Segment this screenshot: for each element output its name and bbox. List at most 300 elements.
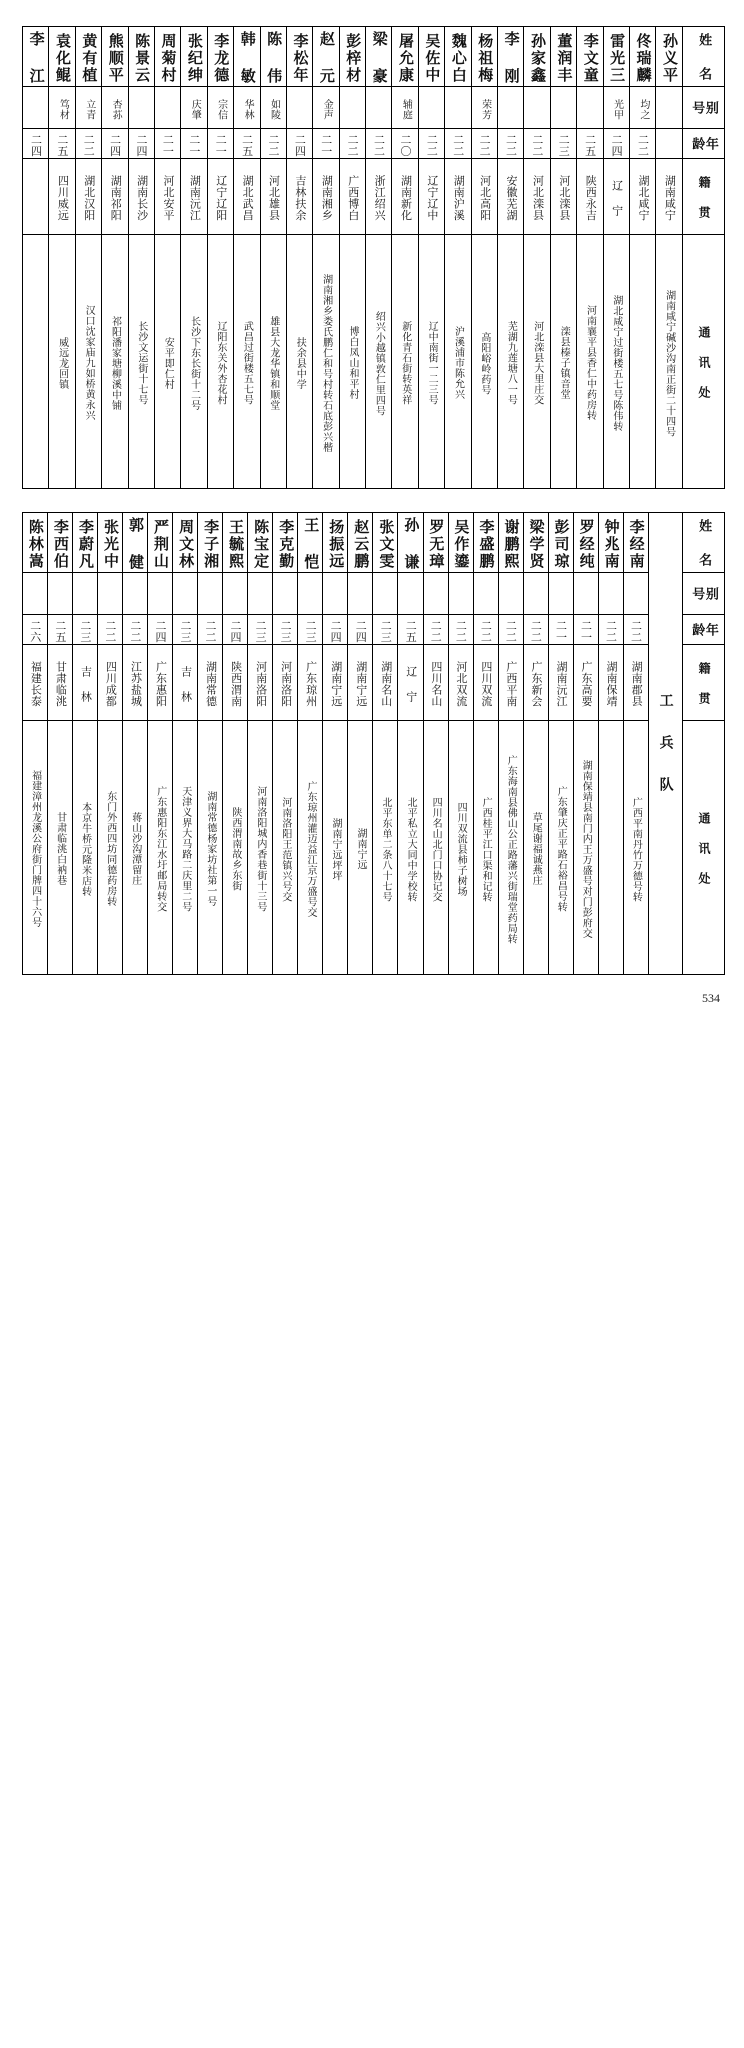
cell-age xyxy=(148,615,173,645)
cell-alias-text: 立青 xyxy=(83,98,95,120)
cell-name-text: 钟兆南 xyxy=(602,518,621,570)
cell-native-text: 河北雄县 xyxy=(267,175,281,221)
cell-name-text: 梁学贤 xyxy=(527,518,546,570)
cell-native-text: 河北滦县 xyxy=(531,175,545,221)
cell-address-text: 河北滦县大里庄交 xyxy=(531,321,543,405)
cell-alias xyxy=(550,87,576,129)
cell-age-text: 二二 xyxy=(636,133,650,157)
cell-name xyxy=(524,27,550,87)
cell-name-text: 李松年 xyxy=(291,32,310,84)
cell-age-text: 二一 xyxy=(214,133,228,157)
header-age-text: 年 龄 xyxy=(689,623,718,639)
cell-native xyxy=(48,645,73,721)
cell-address xyxy=(234,235,260,489)
cell-address xyxy=(623,721,648,975)
cell-age-text: 二二 xyxy=(82,133,96,157)
cell-age xyxy=(223,615,248,645)
cell-native-text: 河北滦县 xyxy=(557,175,571,221)
cell-name-text: 吴作鎏 xyxy=(452,518,471,570)
cell-address xyxy=(629,235,655,489)
cell-name xyxy=(260,27,286,87)
cell-address xyxy=(323,721,348,975)
cell-name xyxy=(498,513,523,573)
cell-age-text: 二三 xyxy=(178,619,192,643)
cell-name-text: 袁化鲲 xyxy=(53,32,72,84)
row-native xyxy=(23,645,725,721)
cell-age-text: 二二 xyxy=(425,133,439,157)
cell-age-text: 二一 xyxy=(579,619,593,643)
cell-alias xyxy=(323,573,348,615)
cell-address-text: 长沙文运街十七号 xyxy=(135,321,147,405)
cell-native-text: 四川威远 xyxy=(56,175,70,221)
cell-age xyxy=(207,129,233,159)
cell-age-text: 二二 xyxy=(478,133,492,157)
cell-address xyxy=(498,721,523,975)
cell-alias xyxy=(573,573,598,615)
cell-native xyxy=(154,159,180,235)
row-age xyxy=(23,129,725,159)
cell-address-text: 北平私立大同中学校转 xyxy=(405,796,417,902)
cell-alias xyxy=(234,87,260,129)
cell-name xyxy=(523,513,548,573)
cell-name-text: 谢鹏熙 xyxy=(502,518,521,570)
cell-name xyxy=(339,27,365,87)
cell-alias xyxy=(23,87,49,129)
cell-address-text: 湖南常德杨家坊社第一号 xyxy=(204,791,216,907)
header-alias xyxy=(682,87,724,129)
cell-age xyxy=(98,615,123,645)
cell-name xyxy=(445,27,471,87)
roster-grid xyxy=(22,26,725,489)
cell-alias xyxy=(366,87,392,129)
cell-age-text: 二〇 xyxy=(398,133,412,157)
cell-name-text: 屠允康 xyxy=(397,32,416,84)
cell-native xyxy=(207,159,233,235)
cell-age-text: 二一 xyxy=(319,133,333,157)
cell-name xyxy=(98,513,123,573)
cell-native-text: 吉 林 xyxy=(79,665,93,703)
cell-name-text: 陈景云 xyxy=(133,32,152,84)
cell-name-text: 彭梓材 xyxy=(344,32,363,84)
row-native xyxy=(23,159,725,235)
cell-address-text: 威远龙回镇 xyxy=(56,336,68,390)
cell-native-text: 福建长泰 xyxy=(29,661,43,707)
cell-alias xyxy=(75,87,101,129)
cell-alias-text: 如陵 xyxy=(268,98,280,120)
cell-alias-text: 笃材 xyxy=(57,98,69,120)
cell-alias xyxy=(498,87,524,129)
cell-name xyxy=(629,27,655,87)
cell-native xyxy=(623,645,648,721)
cell-age xyxy=(548,615,573,645)
cell-address-text: 武昌过街楼五七号 xyxy=(241,321,253,405)
cell-age xyxy=(577,129,603,159)
cell-alias xyxy=(223,573,248,615)
cell-native-text: 湖南名山 xyxy=(379,661,393,707)
cell-age-text: 二四 xyxy=(153,619,167,643)
cell-alias xyxy=(603,87,629,129)
cell-native xyxy=(548,645,573,721)
cell-native-text: 湖南保靖 xyxy=(605,661,619,707)
cell-age xyxy=(339,129,365,159)
cell-address xyxy=(49,235,75,489)
cell-native xyxy=(339,159,365,235)
cell-native xyxy=(173,645,198,721)
cell-age-text: 二四 xyxy=(135,133,149,157)
cell-address xyxy=(273,721,298,975)
cell-address xyxy=(418,235,444,489)
cell-address-text: 河南襄平县香仁中药房转 xyxy=(584,305,596,421)
cell-address xyxy=(348,721,373,975)
cell-age xyxy=(473,615,498,645)
cell-native xyxy=(473,645,498,721)
cell-age-text: 二四 xyxy=(108,133,122,157)
cell-age-text: 二三 xyxy=(304,619,318,643)
cell-age-text: 二二 xyxy=(504,619,518,643)
cell-age-text: 二六 xyxy=(28,619,42,643)
cell-address-text: 雄县大龙华镇和顺堂 xyxy=(267,315,279,411)
cell-age-text: 二二 xyxy=(128,619,142,643)
cell-age xyxy=(73,615,98,645)
cell-address xyxy=(260,235,286,489)
cell-age xyxy=(181,129,207,159)
cell-name-text: 王毓熙 xyxy=(227,518,246,570)
cell-native-text: 湖北咸宁 xyxy=(637,175,650,221)
cell-alias xyxy=(373,573,398,615)
cell-native xyxy=(498,159,524,235)
cell-address-text: 高阳峪岭药号 xyxy=(478,331,490,395)
cell-name-text: 梁 豪 xyxy=(370,31,389,85)
cell-native-text: 湖南湘乡 xyxy=(320,175,334,221)
cell-name xyxy=(148,513,173,573)
cell-native-text: 广东惠阳 xyxy=(154,661,168,707)
cell-address xyxy=(524,235,550,489)
cell-address-text: 新化青石街转英祥 xyxy=(399,321,411,405)
cell-alias xyxy=(102,87,128,129)
cell-age xyxy=(173,615,198,645)
cell-name-text: 张光中 xyxy=(101,518,120,570)
cell-address xyxy=(573,721,598,975)
cell-address xyxy=(181,235,207,489)
cell-address-text: 广西桂平江口渠和记转 xyxy=(480,796,492,902)
header-name-text: 姓 名 xyxy=(696,33,712,83)
cell-name xyxy=(348,513,373,573)
cell-native-text: 河南洛阳 xyxy=(254,661,268,707)
cell-age xyxy=(524,129,550,159)
header-address xyxy=(682,235,724,489)
cell-address-text: 广东琼州灌迈益江京万盛号交 xyxy=(304,780,316,918)
cell-native-text: 陕西渭南 xyxy=(229,661,243,707)
cell-age xyxy=(398,615,423,645)
cell-name xyxy=(48,513,73,573)
header-alias xyxy=(682,573,724,615)
cell-age xyxy=(348,615,373,645)
cell-name-text: 李龙德 xyxy=(212,32,231,84)
roster-grid xyxy=(22,512,725,975)
cell-address-text: 湖南宁远坪坪 xyxy=(329,817,341,881)
cell-age-text: 二二 xyxy=(346,133,360,157)
header-name xyxy=(682,513,724,573)
cell-age xyxy=(366,129,392,159)
cell-name xyxy=(207,27,233,87)
cell-address xyxy=(398,721,423,975)
cell-name xyxy=(49,27,75,87)
cell-address xyxy=(373,721,398,975)
cell-native-text: 广西平南 xyxy=(504,661,518,707)
cell-age xyxy=(123,615,148,645)
cell-alias xyxy=(248,573,273,615)
cell-alias xyxy=(273,573,298,615)
cell-native-text: 湖南咸宁 xyxy=(663,175,677,221)
cell-native xyxy=(148,645,173,721)
cell-name-text: 李西伯 xyxy=(51,518,70,570)
cell-native-text: 湖南沅江 xyxy=(554,661,568,707)
cell-name xyxy=(223,513,248,573)
cell-native xyxy=(273,645,298,721)
cell-age xyxy=(373,615,398,645)
cell-age xyxy=(392,129,418,159)
cell-native-text: 吉林扶余 xyxy=(293,175,307,221)
cell-age xyxy=(273,615,298,645)
cell-name xyxy=(73,513,98,573)
cell-native xyxy=(366,159,392,235)
cell-name-text: 孙家鑫 xyxy=(528,32,547,84)
cell-name xyxy=(23,27,49,87)
cell-native-text: 浙江绍兴 xyxy=(373,175,387,221)
cell-native xyxy=(102,159,128,235)
cell-alias xyxy=(298,573,323,615)
cell-address-text: 汉口沈家庙九如桥黄永兴 xyxy=(83,305,95,421)
cell-native-text: 湖南长沙 xyxy=(135,175,149,221)
cell-alias xyxy=(423,573,448,615)
cell-address-text: 广东肇庆正平路石裕昌号转 xyxy=(555,786,567,912)
cell-name xyxy=(498,27,524,87)
cell-name-text: 周文林 xyxy=(177,518,196,570)
cell-name-text: 李经南 xyxy=(627,518,646,570)
header-address-text: 通 讯 处 xyxy=(696,326,711,400)
cell-native xyxy=(123,645,148,721)
cell-name xyxy=(128,27,154,87)
cell-age xyxy=(523,615,548,645)
cell-name-text: 罗无璋 xyxy=(427,518,446,570)
cell-name-text: 李克勤 xyxy=(277,518,296,570)
cell-native-text: 河北双流 xyxy=(454,661,468,707)
cell-native xyxy=(181,159,207,235)
cell-address xyxy=(313,235,339,489)
cell-native xyxy=(23,159,49,235)
row-name xyxy=(23,513,725,573)
cell-age xyxy=(23,615,48,645)
cell-age-text: 二三 xyxy=(279,619,293,643)
cell-address-text: 祁阳潘家塘柳溪中铺 xyxy=(109,315,121,411)
cell-age-text: 二二 xyxy=(479,619,493,643)
cell-native xyxy=(524,159,550,235)
cell-name xyxy=(298,513,323,573)
cell-address-text: 辽中南街一二三号 xyxy=(426,321,438,405)
cell-native-text: 广西博白 xyxy=(346,175,360,221)
cell-alias xyxy=(348,573,373,615)
cell-native xyxy=(398,645,423,721)
cell-name xyxy=(473,513,498,573)
cell-address xyxy=(366,235,392,489)
cell-native-text: 湖南常德 xyxy=(204,661,218,707)
cell-native-text: 广东新会 xyxy=(529,661,543,707)
cell-native-text: 江苏盐城 xyxy=(129,661,143,707)
cell-native xyxy=(573,645,598,721)
cell-age-text: 二一 xyxy=(187,133,201,157)
cell-name xyxy=(603,27,629,87)
cell-native-text: 湖南宁远 xyxy=(329,661,343,707)
cell-address xyxy=(448,721,473,975)
cell-native xyxy=(603,159,629,235)
cell-age xyxy=(598,615,623,645)
cell-address-text: 广东海南县佛山公正路藩兴街瑞堂药局转 xyxy=(505,754,517,944)
page-number: 534 xyxy=(702,991,720,1005)
cell-name-text: 李 江 xyxy=(27,31,46,85)
header-native-text: 籍 贯 xyxy=(697,662,712,706)
cell-age xyxy=(471,129,497,159)
cell-native xyxy=(75,159,101,235)
cell-address-text: 湖北咸宁过街楼五七号陈伟转 xyxy=(610,294,622,432)
cell-native xyxy=(471,159,497,235)
cell-native xyxy=(373,645,398,721)
cell-name xyxy=(323,513,348,573)
cell-age xyxy=(418,129,444,159)
cell-age-text: 二二 xyxy=(454,619,468,643)
cell-native xyxy=(423,645,448,721)
cell-alias xyxy=(445,87,471,129)
cell-name-text: 魏心白 xyxy=(449,32,468,84)
cell-age xyxy=(23,129,49,159)
cell-address-text: 四川名山北门口协记交 xyxy=(430,796,442,902)
row-address xyxy=(23,721,725,975)
cell-age xyxy=(550,129,576,159)
cell-address-text: 沪溪浦市陈允兴 xyxy=(452,326,464,400)
cell-native-text: 湖南沅江 xyxy=(188,175,202,221)
cell-alias xyxy=(448,573,473,615)
cell-alias-text: 杏荪 xyxy=(110,98,122,120)
cell-native xyxy=(523,645,548,721)
cell-alias xyxy=(181,87,207,129)
cell-address xyxy=(123,721,148,975)
cell-address xyxy=(73,721,98,975)
cell-native xyxy=(286,159,312,235)
cell-alias xyxy=(207,87,233,129)
cell-native xyxy=(656,159,682,235)
cell-name-text: 孙义平 xyxy=(660,32,679,84)
cell-age xyxy=(102,129,128,159)
cell-alias xyxy=(49,87,75,129)
cell-address-text: 博白凤山和平村 xyxy=(346,326,358,400)
cell-age xyxy=(49,129,75,159)
cell-address-text: 北平东单二条八十七号 xyxy=(380,796,392,902)
cell-age xyxy=(260,129,286,159)
cell-age xyxy=(198,615,223,645)
cell-age xyxy=(298,615,323,645)
cell-alias xyxy=(598,573,623,615)
cell-alias xyxy=(498,573,523,615)
cell-name-text: 王 恺 xyxy=(302,517,321,571)
cell-age xyxy=(656,129,682,159)
cell-name xyxy=(123,513,148,573)
cell-address-text: 河南洛阳王范镇兴号交 xyxy=(279,796,291,902)
cell-address xyxy=(471,235,497,489)
cell-name xyxy=(598,513,623,573)
cell-alias xyxy=(629,87,655,129)
cell-age xyxy=(498,129,524,159)
row-age xyxy=(23,615,725,645)
unit-label-text: 工 兵 队 xyxy=(657,693,674,797)
cell-address-text: 本京牛桥元隆米店转 xyxy=(79,801,91,897)
cell-name-text: 李文童 xyxy=(581,32,600,84)
cell-alias xyxy=(123,573,148,615)
cell-name xyxy=(448,513,473,573)
cell-name xyxy=(418,27,444,87)
header-native xyxy=(682,645,724,721)
cell-address xyxy=(548,721,573,975)
cell-address-text: 扶余县中学 xyxy=(294,336,306,390)
cell-age-text: 二二 xyxy=(451,133,465,157)
cell-address xyxy=(392,235,418,489)
cell-native-text: 河北高阳 xyxy=(478,175,492,221)
cell-alias-text: 金声 xyxy=(321,98,333,120)
cell-address xyxy=(128,235,154,489)
cell-age xyxy=(498,615,523,645)
cell-age-text: 二五 xyxy=(240,133,254,157)
cell-age xyxy=(154,129,180,159)
cell-native-text: 陕西永吉 xyxy=(584,175,598,221)
cell-address xyxy=(154,235,180,489)
cell-age-text: 二一 xyxy=(554,619,568,643)
cell-name-text: 李 刚 xyxy=(502,31,521,85)
cell-native-text: 湖北武昌 xyxy=(241,175,255,221)
cell-native xyxy=(198,645,223,721)
cell-native xyxy=(260,159,286,235)
cell-name xyxy=(366,27,392,87)
cell-address-text: 河南洛阳城内香巷街十三号 xyxy=(254,786,266,912)
cell-address-text: 湖南宁远 xyxy=(355,828,367,870)
cell-native xyxy=(577,159,603,235)
cell-alias-text: 华林 xyxy=(242,98,254,120)
cell-name-text: 扬振远 xyxy=(327,518,346,570)
cell-native-text: 湖南沪溪 xyxy=(452,175,466,221)
cell-name xyxy=(313,27,339,87)
cell-native xyxy=(98,645,123,721)
cell-age-text: 二四 xyxy=(29,133,43,157)
cell-address xyxy=(498,235,524,489)
cell-address xyxy=(298,721,323,975)
cell-name-text: 严荆山 xyxy=(152,518,171,570)
cell-native-text: 安徽芜湖 xyxy=(505,175,519,221)
cell-native-text: 河北安平 xyxy=(161,175,175,221)
cell-age-text: 二一 xyxy=(161,133,175,157)
cell-native xyxy=(550,159,576,235)
cell-alias xyxy=(392,87,418,129)
cell-age xyxy=(573,615,598,645)
cell-native xyxy=(248,645,273,721)
cell-alias xyxy=(577,87,603,129)
cell-native xyxy=(392,159,418,235)
cell-name-text: 雷光三 xyxy=(608,32,627,84)
cell-address xyxy=(473,721,498,975)
cell-address xyxy=(48,721,73,975)
cell-alias xyxy=(23,573,48,615)
cell-alias xyxy=(154,87,180,129)
cell-address-text: 东门外西四坊同德药房转 xyxy=(104,791,116,907)
row-name xyxy=(23,27,725,87)
cell-alias xyxy=(471,87,497,129)
cell-age xyxy=(75,129,101,159)
